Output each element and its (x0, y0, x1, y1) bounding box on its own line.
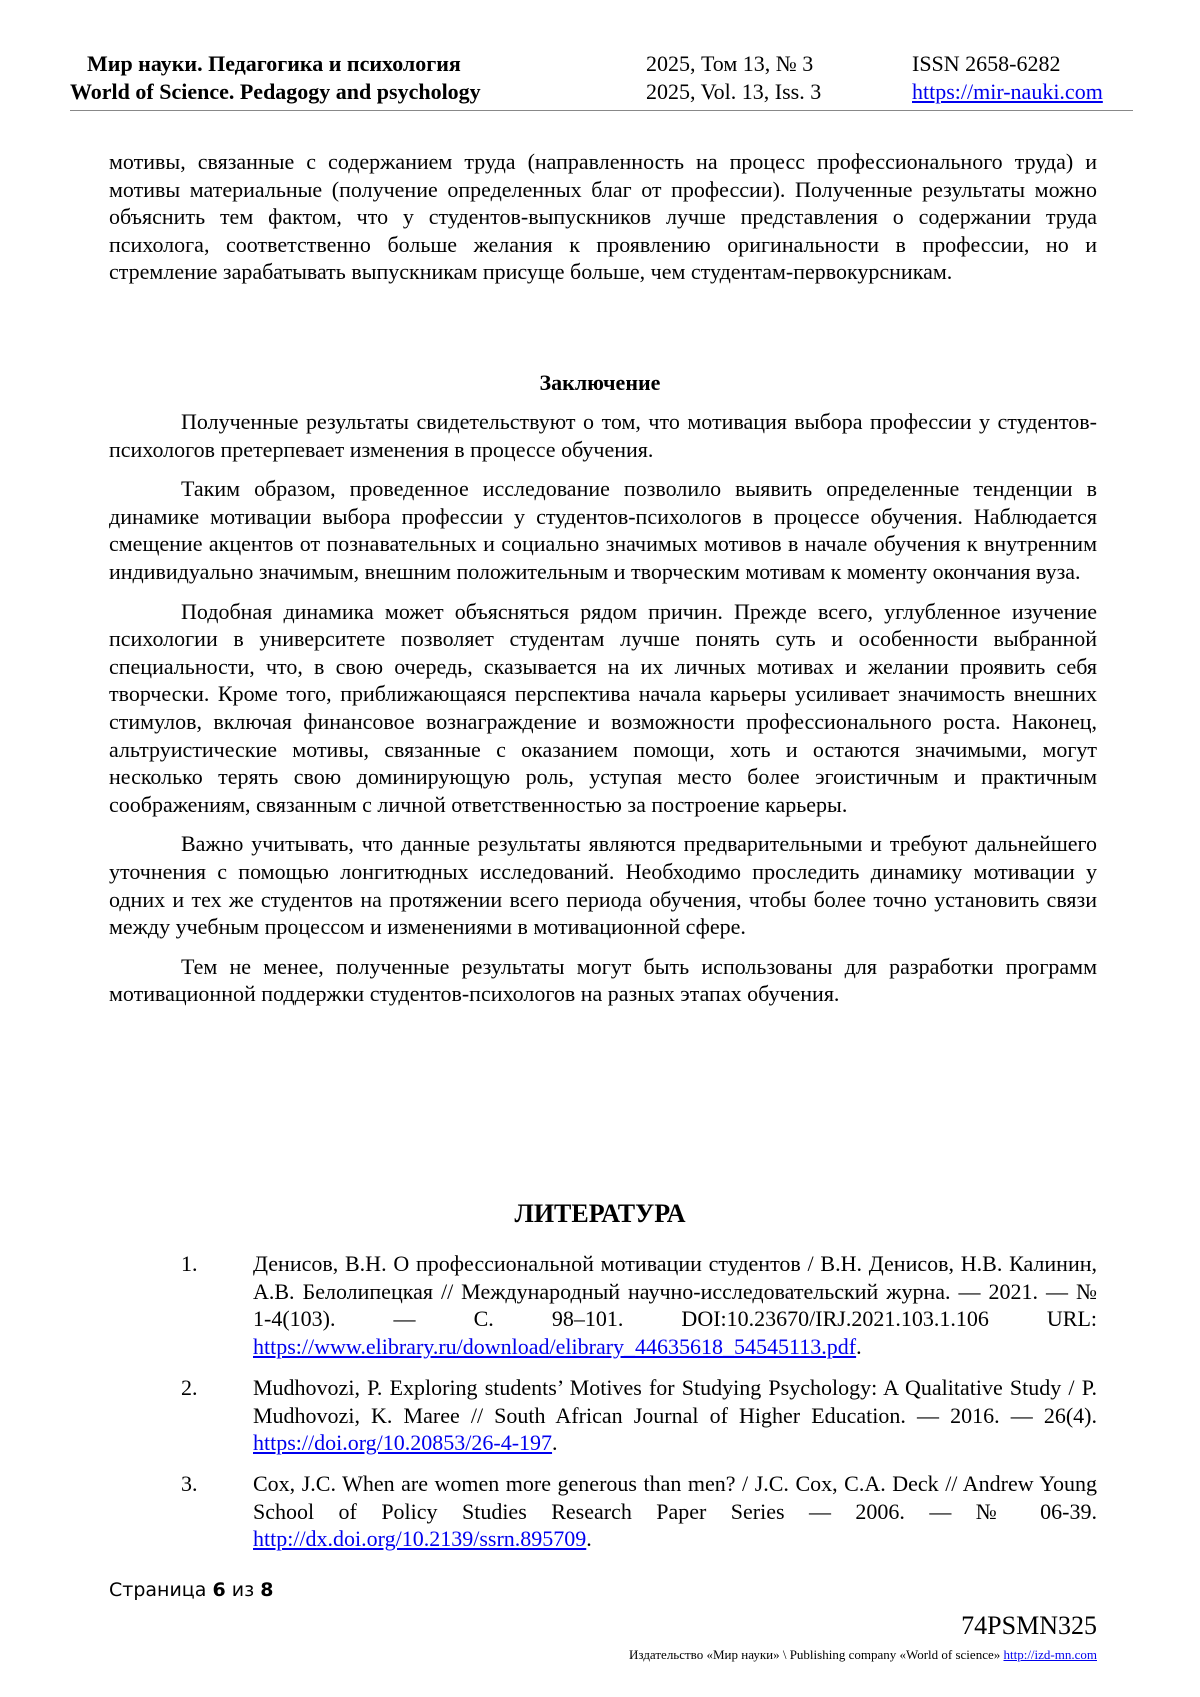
header-divider (70, 110, 1133, 111)
reference-link[interactable]: http://dx.doi.org/10.2139/ssrn.895709 (253, 1526, 587, 1552)
reference-end: . (856, 1333, 862, 1359)
reference-text: Cox, J.C. When are women more generous than men? / J.C. Cox, C.A. Deck // Andrew Young School of Policy Studies Research Paper Series — 2006. — № 06-39. (253, 1471, 1097, 1524)
publisher-link[interactable]: http://izd-mn.com (1003, 1647, 1097, 1662)
journal-title-ru: Мир науки. Педагогика и психология (87, 51, 461, 76)
issn: ISSN 2658-6282 (912, 51, 1061, 76)
page-of: из (231, 1579, 255, 1601)
reference-link[interactable]: https://doi.org/10.20853/26-4-197 (253, 1430, 553, 1456)
conclusion-paragraph-3: Подобная динамика может объясняться рядом причин. Прежде всего, углубленное изучение психологии в университете позволяет студентам лучше понять суть и особенности выбранной специальности, что, в свою очередь, сказывается на их личных мотивах и желании проявить себя творчески. Кроме того, приближающаяся перспектива начала карьеры усиливает значимость внешних стимулов, включая финансовое вознаграждение и возможности профессионального роста. Наконец, альтруистические мотивы, связанные с оказанием помощи, хоть и остаются значимыми, могут несколько терять свою доминирующую роль, уступая место более эгоистичным и практичным соображениям, связанным с личной ответственностью за построение карьеры. (109, 598, 1097, 817)
reference-text: Mudhovozi, P. Exploring students’ Motives for Studying Psychology: A Qualitative Study / P. Mudhovozi, K. Maree // South African Journal of Higher Education. — 2016. — 26(4). (253, 1375, 1097, 1428)
reference-text: Денисов, В.Н. О профессиональной мотивации студентов / В.Н. Денисов, Н.В. Калинин, А.В. Белолипецкая // Международный научно-исследовательский журна. — 2021. — № 1-4(103). — С. 98–101. DOI:10.23670/IRJ.2021.103.1.106 URL: (253, 1251, 1097, 1332)
reference-item-2 (109, 1374, 1097, 1457)
intro-paragraph: мотивы, связанные с содержанием труда (направленность на процесс профессионального труда) и мотивы материальные (получение определенных благ от профессии). Полученные результаты можно объяснить тем фактом, что у студентов-выпускников лучше представления о содержании труда психолога, соответственно больше желания к проявлению оригинальности в профессии, но и стремление зарабатывать выпускникам присуще больше, чем студентам-первокурсникам. (109, 149, 1097, 285)
intro-block (109, 148, 1097, 286)
issue-ru: 2025, Том 13, № 3 (646, 51, 814, 76)
conclusion-paragraph-4: Важно учитывать, что данные результаты являются предварительными и требуют дальнейшего уточнения с помощью лонгитюдных исследований. Необходимо проследить динамику мотивации у одних и тех же студентов на протяжении всего периода обучения, чтобы более точно установить связи между учебным процессом и изменениями в мотивационной сфере. (109, 831, 1097, 940)
conclusion-heading: Заключение (539, 370, 661, 395)
issue-en: 2025, Vol. 13, Iss. 3 (646, 79, 822, 104)
publisher-line (629, 1647, 1097, 1663)
reference-link[interactable]: https://www.elibrary.ru/download/elibrary_44635618_54545113.pdf (253, 1333, 857, 1359)
conclusion-paragraph-1: Полученные результаты свидетельствуют о том, что мотивация выбора профессии у студентов-психологов претерпевает изменения в процессе обучения. (109, 409, 1097, 462)
reference-number: 3. (181, 1471, 198, 1496)
reference-item-3 (109, 1470, 1097, 1553)
reference-end: . (552, 1430, 558, 1456)
conclusion-block (109, 408, 1097, 1008)
conclusion-paragraph-2: Таким образом, проведенное исследование позволило выявить определенные тенденции в динамике мотивации выбора профессии у студентов-психологов в процессе обучения. Наблюдается смещение акцентов от познавательных и социально значимых мотивов в начале обучения к внутренним индивидуально значимым, внешним положительным и творческим мотивам к моменту окончания вуза. (109, 476, 1097, 584)
page-total: 8 (260, 1579, 274, 1601)
references-heading: ЛИТЕРАТУРА (514, 1199, 686, 1228)
article-code: 74PSMN325 (961, 1611, 1097, 1640)
page-current: 6 (212, 1579, 226, 1601)
reference-item-1 (109, 1250, 1097, 1360)
reference-number: 1. (181, 1251, 198, 1276)
reference-number: 2. (181, 1375, 198, 1400)
publisher-text: Издательство «Мир науки» \ Publishing company «World of science» (629, 1647, 1004, 1662)
journal-title-en: World of Science. Pedagogy and psychology (70, 79, 481, 104)
reference-end: . (586, 1526, 592, 1552)
page-label: Страница (109, 1579, 207, 1601)
website-link[interactable]: https://mir-nauki.com (912, 79, 1103, 104)
conclusion-paragraph-5: Тем не менее, полученные результаты могут быть использованы для разработки программ мотивационной поддержки студентов-психологов на разных этапах обучения. (109, 953, 1097, 1007)
page-number (109, 1578, 273, 1602)
